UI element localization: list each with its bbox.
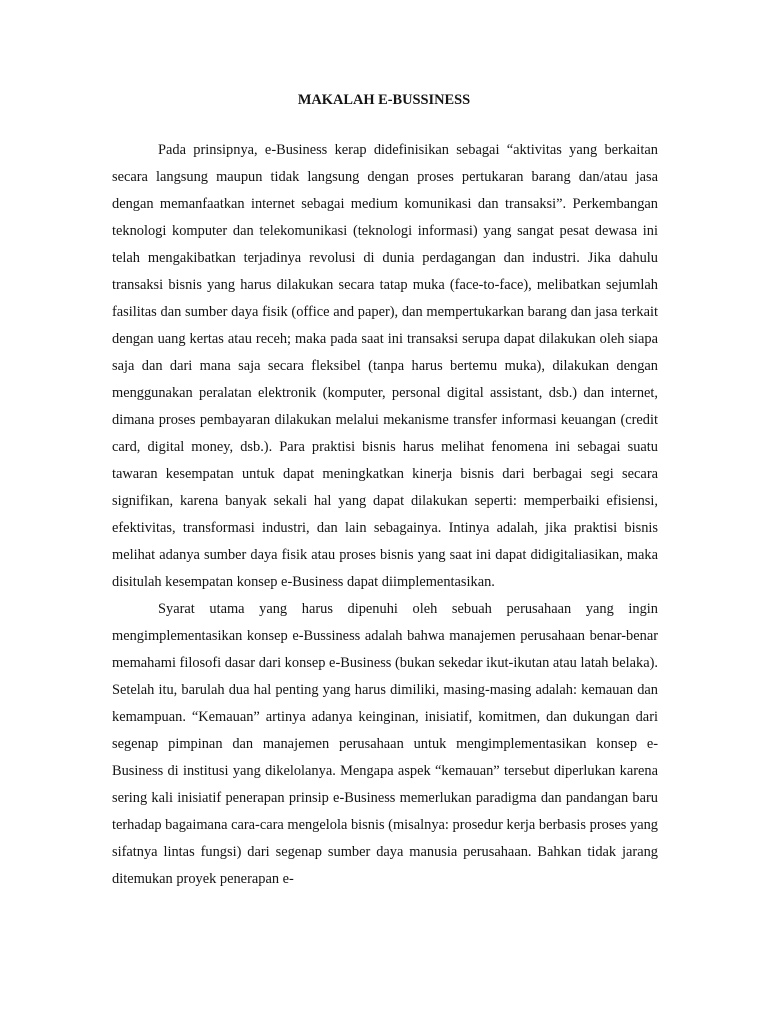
document-title: MAKALAH E-BUSSINESS (297, 92, 471, 108)
paragraph-2: Syarat utama yang harus dipenuhi oleh sebuah perusahaan yang ingin mengimplementasikan konsep e-Bussiness adalah bahwa manajemen perusahaan benar-benar memahami filosofi dasar dari konsep e-Business (bukan sekedar ikut-ikutan atau latah belaka). Setelah itu, barulah dua hal penting yang harus dimiliki, masing-masing adalah: kemauan dan kemampuan. “Kemauan” artinya adanya keinginan, inisiatif, komitmen, dan dukungan dari segenap pimpinan dan manajemen perusahaan untuk mengimplementasikan konsep e-Business di institusi yang dikelolanya. Mengapa aspek “kemauan” tersebut diperlukan karena sering kali inisiatif penerapan prinsip e-Business memerlukan paradigma dan pandangan baru terhadap bagaimana cara-cara mengelola bisnis (misalnya: prosedur kerja berbasis proses yang sifatnya lintas fungsi) dari segenap sumber daya manusia perusahaan. Bahkan tidak jarang ditemukan proyek penerapan e- (112, 601, 658, 887)
document-body (112, 137, 658, 893)
paragraph-1: Pada prinsipnya, e-Business kerap didefinisikan sebagai “aktivitas yang berkaitan secara langsung maupun tidak langsung dengan proses pertukaran barang dan/atau jasa dengan memanfaatkan internet sebagai medium komunikasi dan transaksi”. Perkembangan teknologi komputer dan telekomunikasi (teknologi informasi) yang sangat pesat dewasa ini telah mengakibatkan terjadinya revolusi di dunia perdagangan dan industri. Jika dahulu transaksi bisnis yang harus dilakukan secara tatap muka (face-to-face), melibatkan sejumlah fasilitas dan sumber daya fisik (office and paper), dan mempertukarkan barang dan jasa terkait dengan uang kertas atau receh; maka pada saat ini transaksi serupa dapat dilakukan oleh siapa saja dan dari mana saja secara fleksibel (tanpa harus bertemu muka), dilakukan dengan menggunakan peralatan elektronik (komputer, personal digital assistant, dsb.) dan internet, dimana proses pembayaran dilakukan melalui mekanisme transfer informasi keuangan (credit card, digital money, dsb.). Para praktisi bisnis harus melihat fenomena ini sebagai suatu tawaran kesempatan untuk dapat meningkatkan kinerja bisnis dari berbagai segi secara signifikan, karena banyak sekali hal yang dapat dilakukan seperti: memperbaiki efisiensi, efektivitas, transformasi industri, dan lain sebagainya. Intinya adalah, jika praktisi bisnis melihat adanya sumber daya fisik atau proses bisnis yang saat ini dapat didigitaliasikan, maka disitulah kesempatan konsep e-Business dapat diimplementasikan. (112, 142, 658, 590)
